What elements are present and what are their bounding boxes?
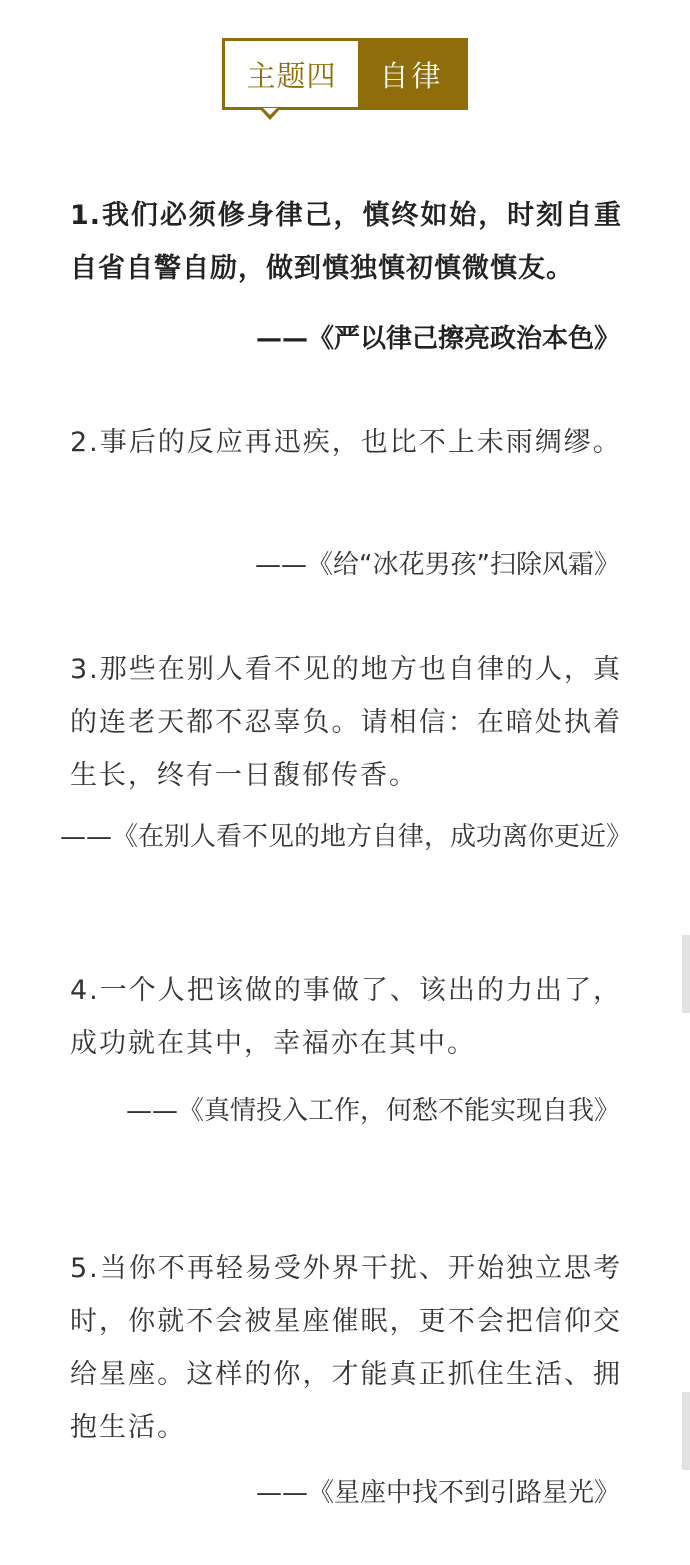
quote-text-4: 4.一个人把该做的事做了、该出的力出了，成功就在其中，幸福亦在其中。 (70, 975, 622, 1059)
quote-source-1: ——《严以律己擦亮政治本色》 (255, 324, 620, 354)
quote-text-3: 3.那些在别人看不见的地方也自律的人，真的连老天都不忍辜负。请相信：在暗处执着生长，终有一日馥郁传香。 (70, 654, 622, 791)
quote-text-1: 1.我们必须修身律己，慎终如始，时刻自重自省自警自励，做到慎独慎初慎微慎友。 (70, 200, 622, 284)
quote-text-5: 5.当你不再轻易受外界干扰、开始独立思考时，你就不会被星座催眠，更不会把信仰交给星座。这样的你，才能真正抓住生活、拥抱生活。 (70, 1253, 622, 1443)
topic-badge (222, 38, 468, 110)
topic-title: 自律 (379, 58, 444, 93)
topic-label: 主题四 (225, 41, 358, 107)
quote-source-4: ——《真情投入工作，何愁不能实现自我》 (125, 1096, 620, 1126)
quote-source-2: ——《给“冰花男孩”扫除风霜》 (255, 550, 620, 580)
scrollbar-thumb[interactable] (682, 935, 690, 1013)
quote-source-5: ——《星座中找不到引路星光》 (255, 1478, 620, 1508)
scrollbar-thumb-lower[interactable] (682, 1392, 690, 1470)
badge-pointer-icon (259, 108, 281, 122)
quote-source-3: ——《在别人看不见的地方自律，成功离你更近》 (60, 822, 633, 852)
quote-text-2: 2.事后的反应再迅疾，也比不上未雨绸缪。 (70, 427, 622, 458)
